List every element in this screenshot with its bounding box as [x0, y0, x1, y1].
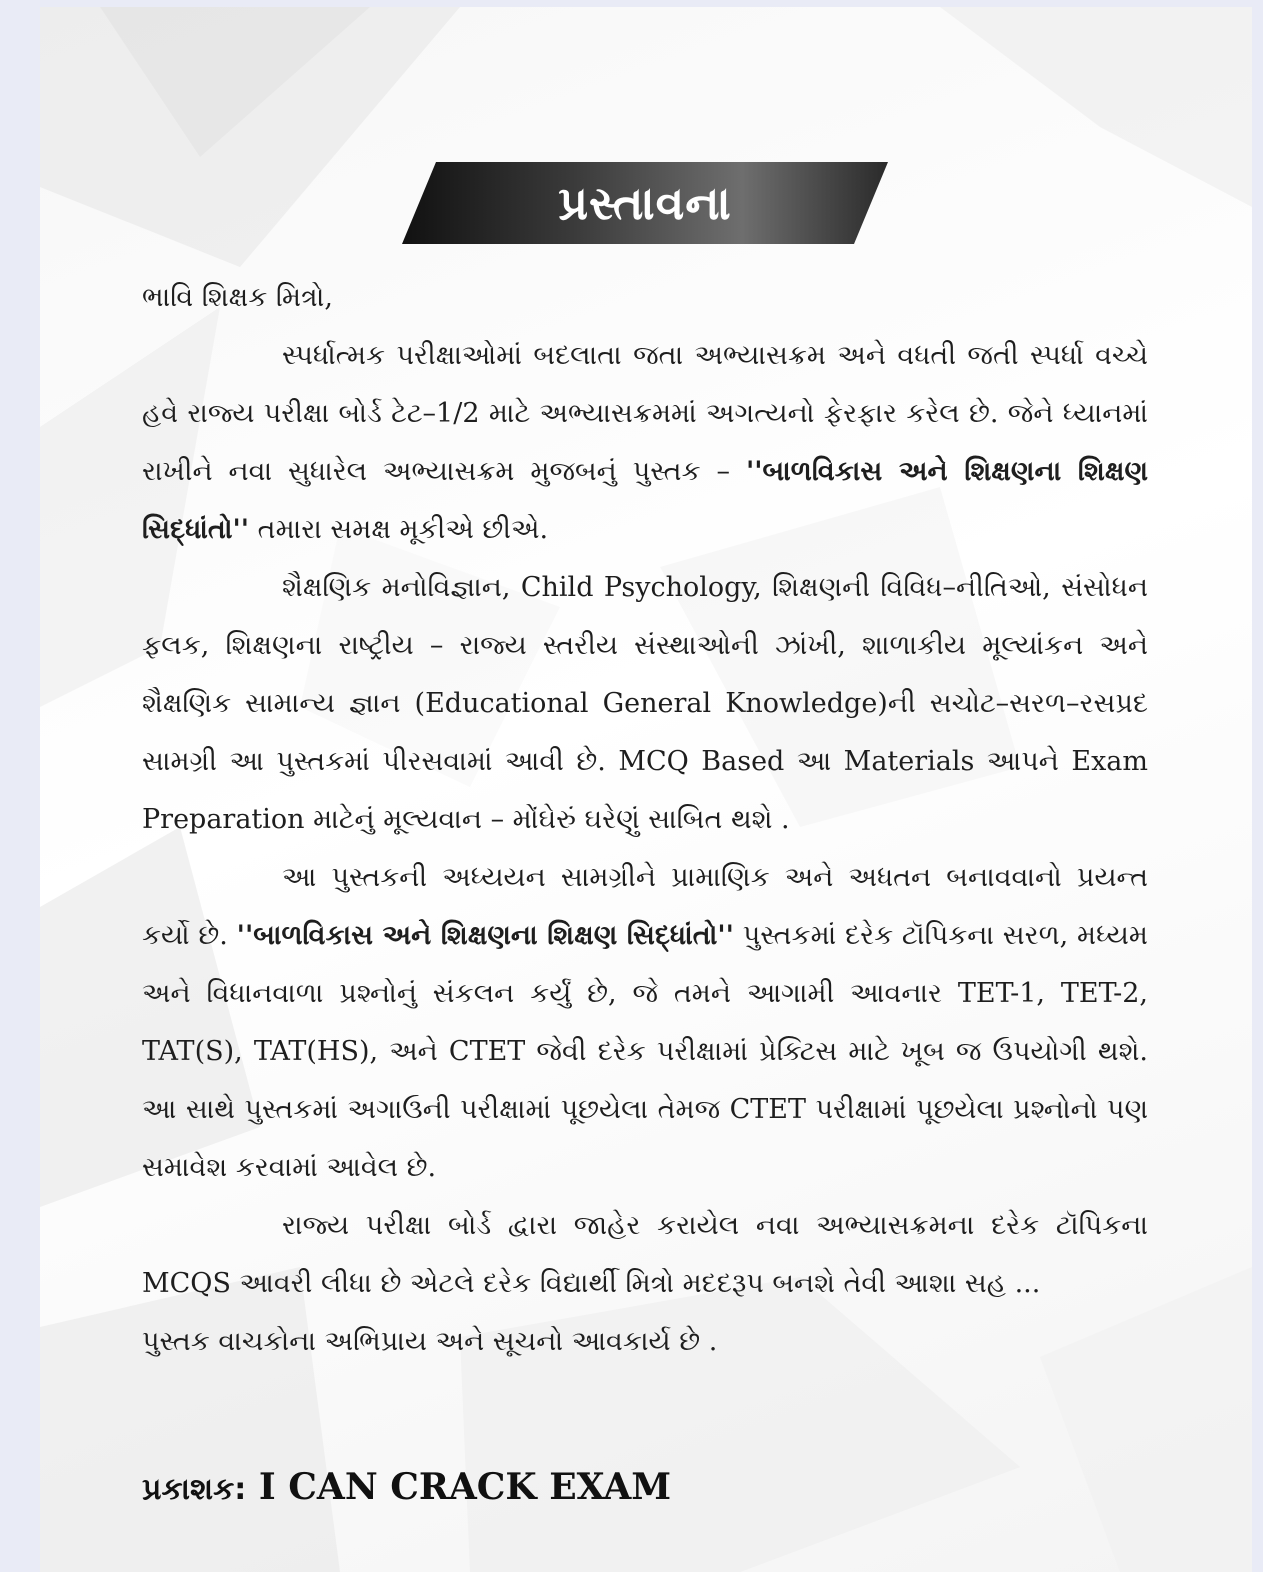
book-title: ''બાળવિકાસ અને શિક્ષણના શિક્ષણ સિદ્ધાંતો''	[142, 456, 1148, 545]
publisher-name: I CAN CRACK EXAM	[258, 1466, 672, 1508]
publisher-line	[142, 1459, 942, 1518]
paragraph-1-tail: તમારા સમક્ષ મૂકીએ છીએ.	[257, 514, 549, 545]
title-banner	[402, 162, 888, 244]
paragraph-1	[142, 327, 1148, 559]
publisher-label: પ્રકાશક:	[142, 1472, 247, 1507]
book-title: ''બાળવિકાસ અને શિક્ષણના શિક્ષણ સિદ્ધાંતો''	[236, 920, 734, 951]
greeting: ભાવિ શિક્ષક મિત્રો,	[142, 282, 333, 313]
closing-line: પુસ્તક વાચકોના અભિપ્રાય અને સૂચનો આવકાર્ય છે .	[142, 1326, 718, 1357]
preface-body	[142, 269, 1148, 1371]
paragraph-3	[142, 849, 1148, 1197]
paragraph-1-text: સ્પર્ધાત્મક પરીક્ષાઓમાં બદલાતા જતા અભ્યાસક્રમ અને વધતી જતી સ્પર્ધા વચ્ચે હવે રાજ્ય પરીક્ષા બોર્ડ ટેટ–1/2 માટે અભ્યાસક્રમમાં અગત્યનો ફેરફાર કરેલ છે. જેને ધ્યાનમાં રાખીને નવા સુધારેલ અભ્યાસક્રમ મુજબનું પુસ્તક –	[142, 340, 1148, 487]
page-title: પ્રસ્તાવના	[558, 176, 732, 230]
paragraph-3-tail: પુસ્તકમાં દરેક ટૉપિકના સરળ, મધ્યમ અને વિધાનવાળા પ્રશ્નોનું સંકલન કર્યું છે, જે તમને આગામી આવનાર TET-1, TET-2, TAT(S), TAT(HS), અને CTET જેવી દરેક પરીક્ષામાં પ્રેક્ટિસ માટે ખૂબ જ ઉપયોગી થશે. આ સાથે પુસ્તકમાં અગાઉની પરીક્ષામાં પૂછયેલા તેમજ CTET પરીક્ષામાં પૂછયેલા પ્રશ્નોનો પણ સમાવેશ કરવામાં આવેલ છે.	[142, 920, 1148, 1183]
paragraph-3-text: આ પુસ્તકની અધ્યયન સામગ્રીને પ્રામાણિક અને અધતન બનાવવાનો પ્રયન્ત કર્યો છે.	[142, 862, 1148, 951]
document-page	[40, 7, 1252, 1572]
paragraph-2: શૈક્ષણિક મનોવિજ્ઞાન, Child Psychology, શિક્ષણની વિવિધ–નીતિઓ, સંસોધન ફલક, શિક્ષણના રાષ્ટ્રીય – રાજ્ય સ્તરીય સંસ્થાઓની ઝાંખી, શાળાકીય મૂલ્યાંકન અને શૈક્ષણિક સામાન્ય જ્ઞાન (Educational General Knowledge)ની સચોટ–સરળ–રસપ્રદ સામગ્રી આ પુસ્તકમાં પીરસવામાં આવી છે. MCQ Based આ Materials આપને Exam Preparation માટેનું મૂલ્યવાન – મોંઘેરું ઘરેણું સાબિત થશે .	[142, 572, 1148, 835]
paragraph-4: રાજ્ય પરીક્ષા બોર્ડ દ્વારા જાહેર કરાયેલ નવા અભ્યાસક્રમના દરેક ટૉપિકના MCQS આવરી લીધા છે એટલે દરેક વિદ્યાર્થી મિત્રો મદદરૂપ બનશે તેવી આશા સહ ...	[142, 1210, 1148, 1299]
